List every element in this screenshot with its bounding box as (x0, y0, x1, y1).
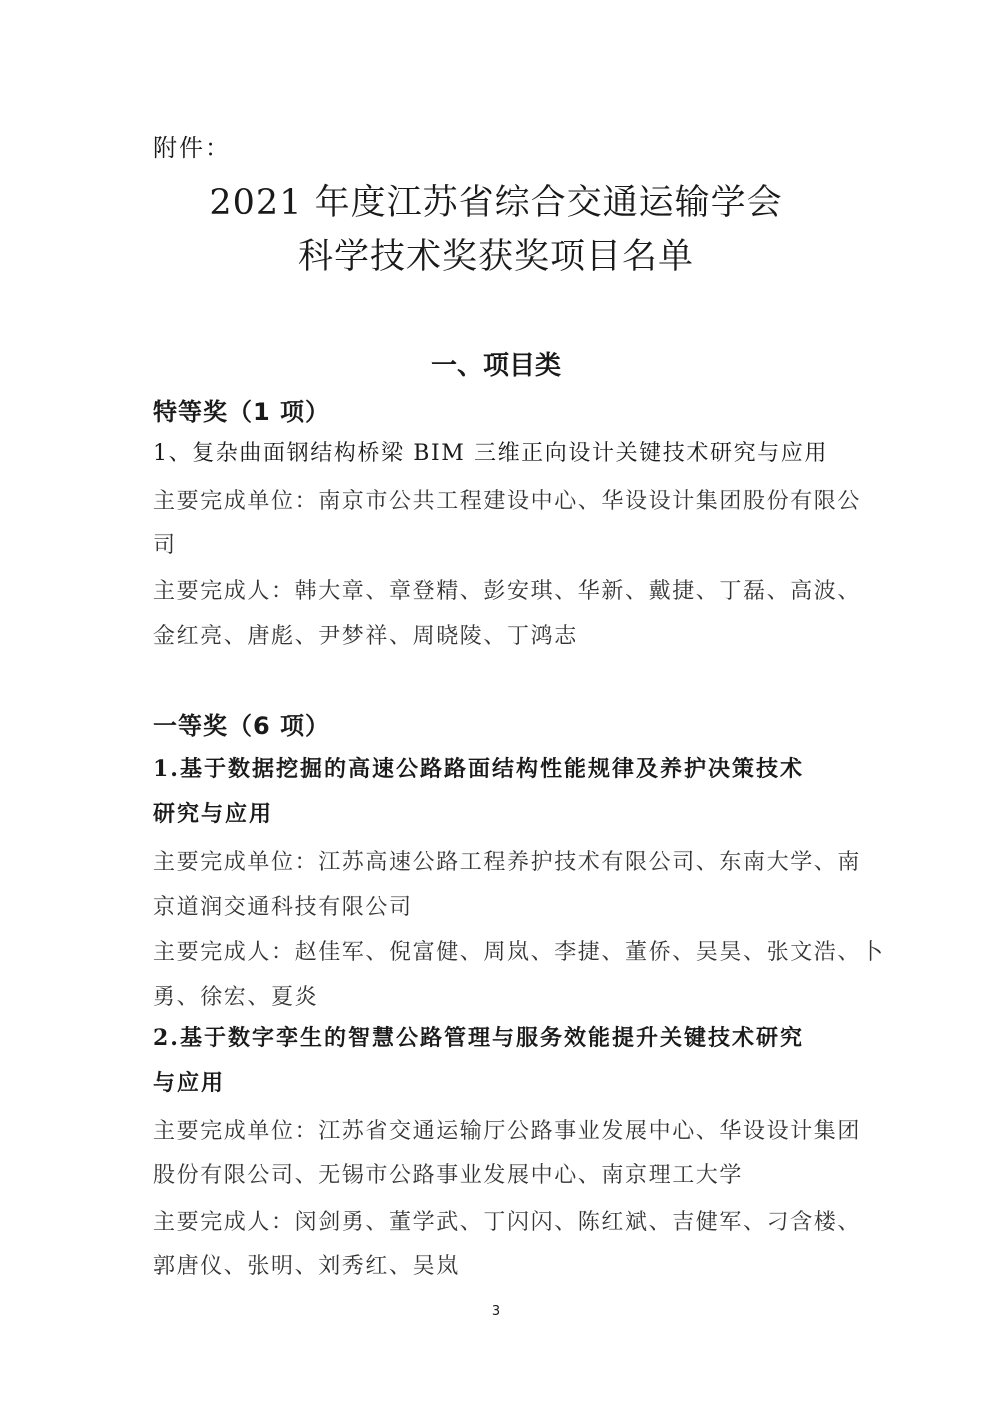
first-project-1-people-line1: 主要完成人：赵佳军、倪富健、周岚、李捷、董侨、吴昊、张文浩、卜 (153, 940, 885, 965)
first-project-2-title-line2: 与应用 (153, 1070, 226, 1096)
special-project-title: 1、复杂曲面钢结构桥梁 BIM 三维正向设计关键技术研究与应用 (153, 441, 828, 466)
page-number: 3 (491, 1304, 501, 1319)
document-title-line1: 2021 年度江苏省综合交通运输学会 (209, 183, 783, 223)
first-project-1-units-line2: 京道润交通科技有限公司 (153, 895, 413, 920)
first-project-2-units-line1: 主要完成单位：江苏省交通运输厅公路事业发展中心、华设设计集团 (153, 1119, 862, 1144)
first-project-1-units-line1: 主要完成单位：江苏高速公路工程养护技术有限公司、东南大学、南 (153, 850, 862, 875)
section-title: 一、项目类 (430, 351, 561, 381)
document-title-line2: 科学技术奖获奖项目名单 (297, 237, 694, 277)
first-project-1-people-line2: 勇、徐宏、夏炎 (153, 985, 319, 1010)
special-project-people-line2: 金红亮、唐彪、尹梦祥、周晓陵、丁鸿志 (153, 624, 578, 649)
attachment-label: 附件： (153, 134, 231, 162)
first-project-2-people-line2: 郭唐仪、张明、刘秀红、吴岚 (153, 1254, 460, 1279)
first-project-2-units-line2: 股份有限公司、无锡市公路事业发展中心、南京理工大学 (153, 1163, 744, 1188)
special-project-units-line2: 司 (153, 533, 177, 558)
first-prize-heading: 一等奖（6 项） (153, 712, 331, 740)
first-project-1-title-line2: 研究与应用 (153, 801, 274, 827)
special-prize-heading: 特等奖（1 项） (153, 398, 331, 426)
special-project-people-line1: 主要完成人：韩大章、章登精、彭安琪、华新、戴捷、丁磊、高波、 (153, 579, 862, 604)
special-project-units-line1: 主要完成单位：南京市公共工程建设中心、华设设计集团股份有限公 (153, 489, 862, 514)
first-project-2-title-line1: 2.基于数字孪生的智慧公路管理与服务效能提升关键技术研究 (153, 1025, 804, 1051)
first-project-1-title-line1: 1.基于数据挖掘的高速公路路面结构性能规律及养护决策技术 (153, 756, 804, 782)
first-project-2-people-line1: 主要完成人：闵剑勇、董学武、丁闪闪、陈红斌、吉健军、刁含楼、 (153, 1210, 862, 1235)
